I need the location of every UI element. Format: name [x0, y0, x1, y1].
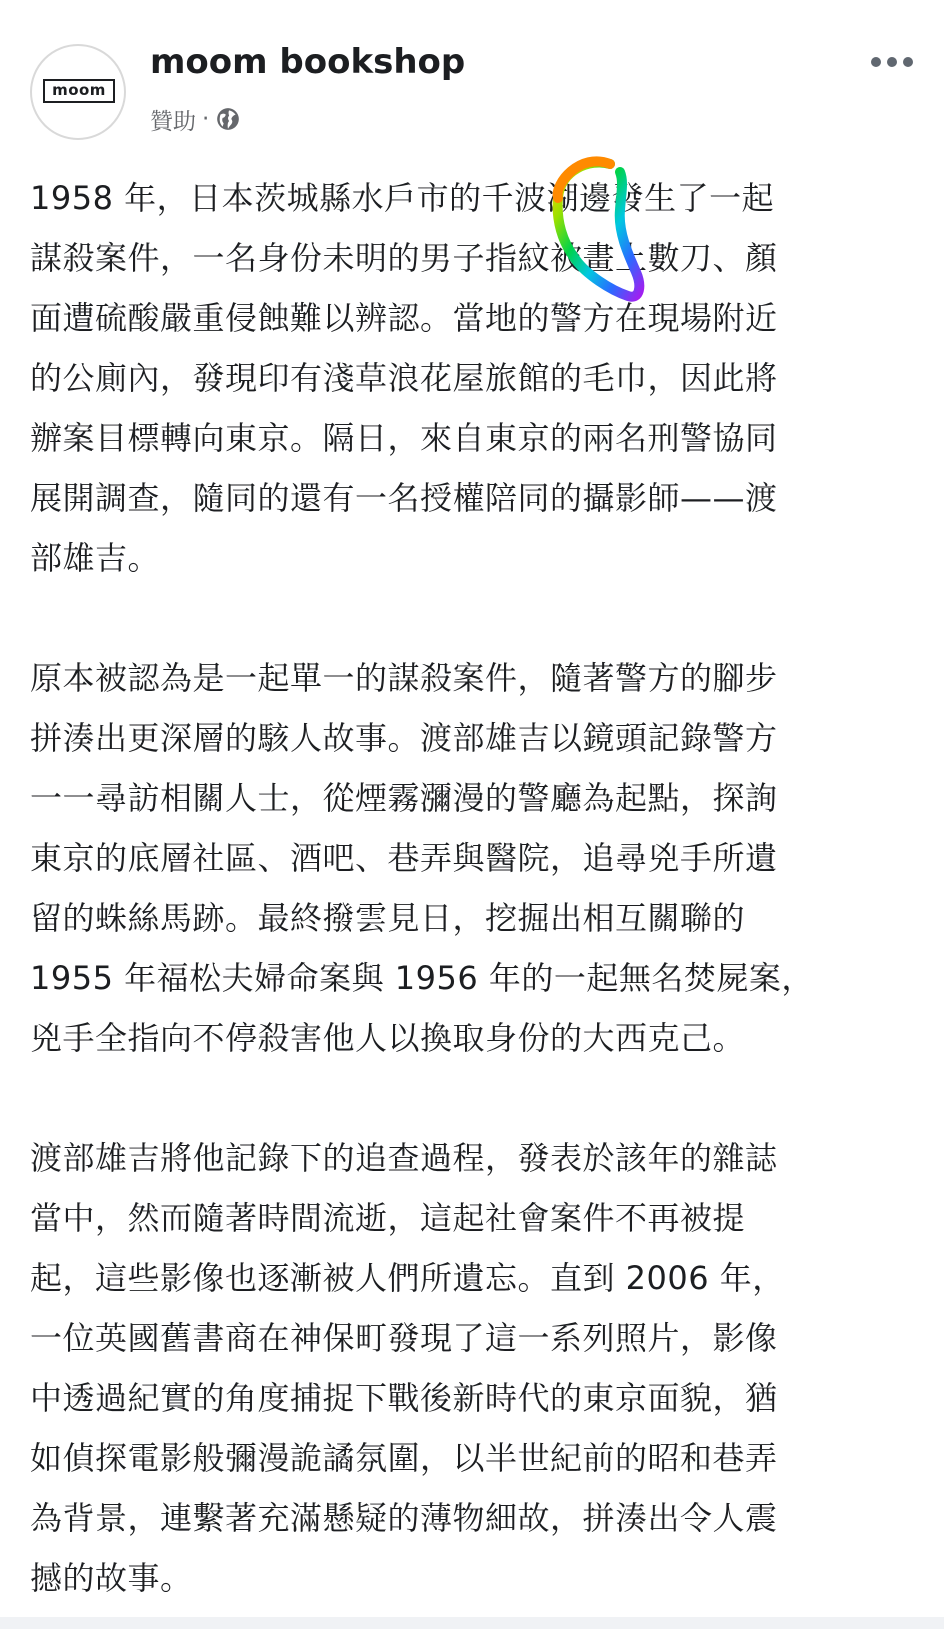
text-line: 1958 年，日本茨城縣水戶市的千波湖邊發生了一起 [30, 179, 775, 217]
post-divider [0, 1617, 944, 1629]
text-line: 撼的故事。 [30, 1559, 193, 1597]
text-line: 為背景，連繫著充滿懸疑的薄物細故，拼湊出令人震 [30, 1499, 778, 1537]
sponsored-label[interactable]: 贊助 [150, 108, 196, 135]
page-avatar[interactable] [30, 44, 126, 140]
text-line: 如偵探電影般彌漫詭譎氛圍，以半世紀前的昭和巷弄 [30, 1439, 778, 1477]
globe-icon[interactable] [215, 106, 241, 132]
text-line: 的公廁內，發現印有淺草浪花屋旅館的毛巾，因此將 [30, 359, 778, 397]
text-line: 留的蛛絲馬跡。最終撥雲見日，挖掘出相互關聯的 [30, 899, 746, 937]
text-line: 渡部雄吉將他記錄下的追查過程，發表於該年的雜誌 [30, 1139, 778, 1177]
post-paragraph [30, 1128, 910, 1608]
text-line: 謀殺案件，一名身份未明的男子指紋被畫上數刀、顏 [30, 239, 778, 277]
post-paragraph [30, 168, 910, 588]
text-line: 中透過紀實的角度捕捉下戰後新時代的東京面貌，猶 [30, 1379, 778, 1417]
post-header [0, 0, 944, 150]
text-line: 一位英國舊書商在神保町發現了這一系列照片，影像 [30, 1319, 778, 1357]
text-line: 展開調查，隨同的還有一名授權陪同的攝影師——渡 [30, 479, 778, 517]
page-name-link[interactable]: moom bookshop [150, 42, 466, 82]
text-line: 1955 年福松夫婦命案與 1956 年的一起無名焚屍案， [30, 959, 814, 997]
more-horizontal-icon [871, 57, 881, 67]
text-line: 部雄吉。 [30, 539, 161, 577]
meta-separator: · [202, 106, 210, 132]
text-line: 當中，然而隨著時間流逝，這起社會案件不再被提 [30, 1199, 746, 1237]
text-line: 起，這些影像也逐漸被人們所遺忘。直到 2006 年， [30, 1259, 785, 1297]
post-paragraph [30, 648, 910, 1068]
text-line: 兇手全指向不停殺害他人以換取身份的大西克己。 [30, 1019, 746, 1057]
text-line: 一一尋訪相關人士，從煙霧瀰漫的警廳為起點，探詢 [30, 779, 778, 817]
text-line: 辦案目標轉向東京。隔日，來自東京的兩名刑警協同 [30, 419, 778, 457]
text-line: 東京的底層社區、酒吧、巷弄與醫院，追尋兇手所遺 [30, 839, 778, 877]
post-meta [150, 102, 241, 136]
more-options-button[interactable] [866, 44, 918, 80]
avatar-logo: moom [43, 79, 115, 103]
more-horizontal-icon [903, 57, 913, 67]
post-body [30, 168, 910, 1608]
text-line: 面遭硫酸嚴重侵蝕難以辨認。當地的警方在現場附近 [30, 299, 778, 337]
text-line: 拼湊出更深層的駭人故事。渡部雄吉以鏡頭記錄警方 [30, 719, 778, 757]
more-horizontal-icon [887, 57, 897, 67]
text-line: 原本被認為是一起單一的謀殺案件，隨著警方的腳步 [30, 659, 778, 697]
